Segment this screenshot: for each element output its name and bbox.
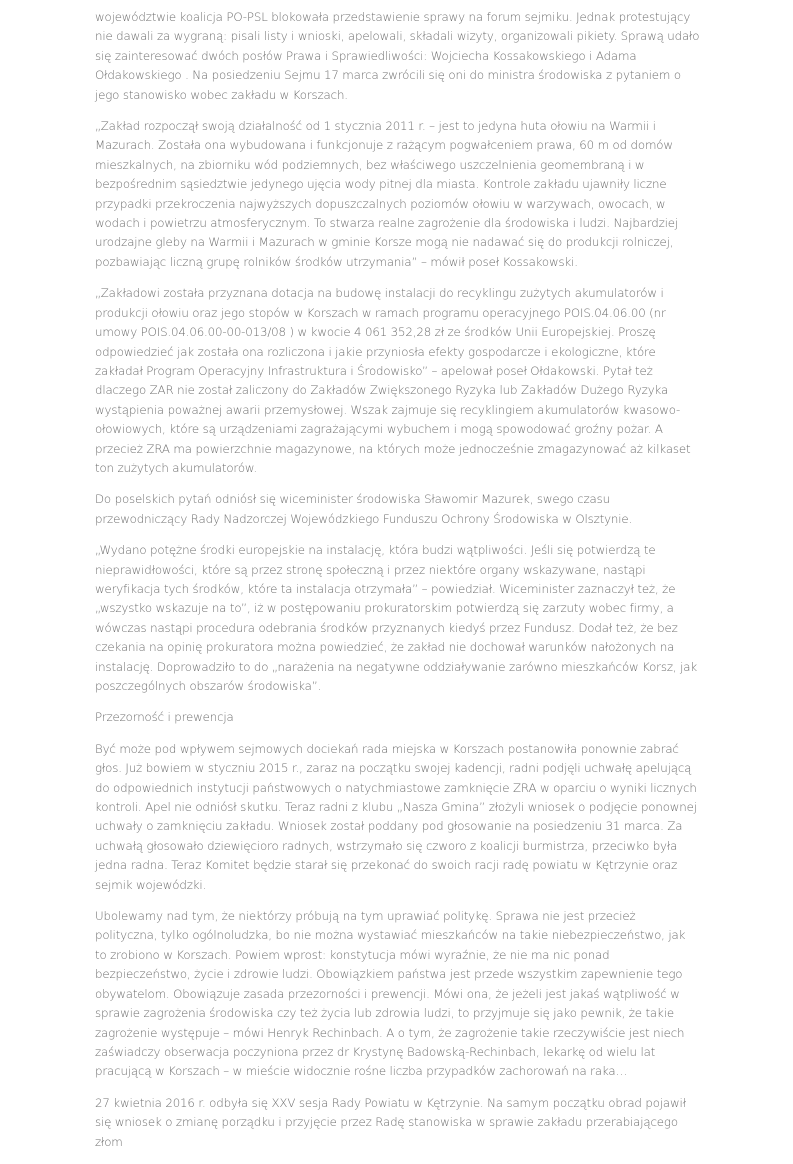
paragraph-oldakowski-quote: „Zakładowi została przyznana dotacja na budowę instalacji do recyklingu zużytych akumulatorów i produkcji ołowiu oraz jego stopów w Korszach w ramach programu operacyjnego POIS.04.06.00 (nr umowy POIS.04.06.00-00-013/08 ) w kwocie 4 061 352,28 zł ze środków Unii Europejskiej. Proszę odpowiedzieć jak została ona rozliczona i jakie przyniosła efekty gospodarcze i ekologiczne, które zakładał Program Operacyjny Infrastruktura i Środowisko” – apelował poseł Ołdakowski. Pytał też dlaczego ZAR nie został zaliczony do Zakładów Zwiększonego Ryzyka lub Zakładów Dużego Ryzyka wystąpienia poważnej awarii przemysłowej. Wszak zajmuje się recyklingiem akumulatorów kwasowo-ołowiowych, które są urządzeniami zagrażającymi wybuchem i mogą spowodować groźny pożar. A przecież ZRA ma powierzchnie magazynowe, na których może jednocześnie zmagazynować aż kilkaset ton zużytych akumulatorów. xyxy=(95,286,691,475)
paragraph-sejmik-protest: województwie koalicja PO-PSL blokowała przedstawienie sprawy na forum sejmiku. Jednak protestujący nie dawali za wygraną: pisali listy i wnioski, apelowali, składali wizyty, organizowali pikiety. Sprawą udało się zainteresować dwóch posłów Prawa i Sprawiedliwości: Wojciecha Kossakowskiego i Adama Ołdakowskiego . Na posiedzeniu Sejmu 17 marca zwrócili się oni do ministra środowiska z pytaniem o jego stanowisko wobec zakładu w Korszach. xyxy=(95,10,700,102)
paragraph-kossakowski-quote: „Zakład rozpoczął swoją działalność od 1 stycznia 2011 r. – jest to jedyna huta ołowiu na Warmii i Mazurach. Została ona wybudowana i funkcjonuje z rażącym pogwałceniem prawa, 60 m od domów mieszkalnych, na zbiorniku wód podziemnych, bez właściwego uszczelnienia geomembraną i w bezpośrednim sąsiedztwie jedynego ujęcia wody pitnej dla miasta. Kontrole zakładu ujawniły liczne przypadki przekroczenia najwyższych dopuszczalnych poziomów ołowiu w warzywach, owocach, w wodach i powietrzu atmosferycznym. To stwarza realne zagrożenie dla środowiska i ludzi. Najbardziej urodzajne gleby na Warmii i Mazurach w gminie Korsze mogą nie nadawać się do produkcji rolniczej, pozbawiając liczną grupę rolników środków utrzymania” – mówił poseł Kossakowski. xyxy=(95,119,679,269)
document-page xyxy=(95,8,700,1164)
paragraph-mazurek-quote: „Wydano potężne środki europejskie na instalację, która budzi wątpliwości. Jeśli się potwierdzą te nieprawidłowości, które są przez stronę społeczną i przez niektóre organy wskazywane, nastąpi weryfikacja tych środków, które ta instalacja otrzymała” – powiedział. Wiceminister zaznaczył też, że „wszystko wskazuje na to”, iż w postępowaniu prokuratorskim potwierdzą się zarzuty wobec firmy, a wówczas nastąpi procedura odebrania środków przyznanych kiedyś przez Fundusz. Dodał też, że bez czekania na opinię prokuratora można powiedzieć, że zakład nie dochował warunków nałożonych na instalację. Doprowadziło to do „narażenia na negatywne oddziaływanie zarówno mieszkańców Korsz, jak poszczególnych obszarów środowiska”. xyxy=(95,543,698,693)
paragraph-rada-miejska: Być może pod wpływem sejmowych dociekań rada miejska w Korszach postanowiła ponownie zabrać głos. Już bowiem w styczniu 2015 r., zaraz na początku swojej kadencji, radni podjęli uchwałę apelującą do odpowiednich instytucji państwowych o natychmiastowe zamknięcie ZRA w oparciu o wyniki licznych kontroli. Apel nie odniósł skutku. Teraz radni z klubu „Nasza Gmina” złożyli wniosek o podjęcie ponownej uchwały o zamknięciu zakładu. Wniosek został poddany pod głosowanie na posiedzeniu 31 marca. Za uchwałą głosowało dziewięcioro radnych, wstrzymało się czworo z koalicji burmistrza, przeciwko była jedna radna. Teraz Komitet będzie starał się przekonać do swoich racji radę powiatu w Kętrzynie oraz sejmik wojewódzki. xyxy=(95,741,697,892)
paragraph-mazurek-intro: Do poselskich pytań odniósł się wiceminister środowiska Sławomir Mazurek, swego czasu przewodniczący Rady Nadzorczej Wojewódzkiego Funduszu Ochrony Środowiska w Olsztynie. xyxy=(95,492,633,526)
paragraph-rechinbach-quote: Ubolewamy nad tym, że niektórzy próbują na tym uprawiać politykę. Sprawa nie jest przecież polityczna, tylko ogólnoludzka, bo nie można wystawiać mieszkańców na takie niebezpieczeństwo, jak to zrobiono w Korszach. Powiem wprost: konstytucja mówi wyraźnie, że nie ma nic ponad bezpieczeństwo, życie i zdrowie ludzi. Obowiązkiem państwa jest przede wszystkim zapewnienie tego obywatelom. Obowiązuje zasada przezorności i prewencji. Mówi ona, że jeżeli jest jakaś wątpliwość w sprawie zagrożenia środowiska czy też życia lub zdrowia ludzi, to przyjmuje się jako pewnik, że takie zagrożenie występuje – mówi Henryk Rechinbach. A o tym, że zagrożenie takie rzeczywiście jest niech zaświadczy obserwacja poczyniona przez dr Krystynę Badowską-Rechinbach, lekarkę od wielu lat pracującą w Korszach – w mieście widocznie rośne liczba przypadków zachorowań na raka… xyxy=(95,909,686,1079)
paragraph-rada-powiatu: 27 kwietnia 2016 r. odbyła się XXV sesja Rady Powiatu w Kętrzynie. Na samym początku obrad pojawił się wniosek o zmianę porządku i przyjęcie przez Radę stanowiska w sprawie zakładu przerabiającego złom xyxy=(95,1095,686,1149)
section-heading: Przezorność i prewencja xyxy=(95,710,234,725)
